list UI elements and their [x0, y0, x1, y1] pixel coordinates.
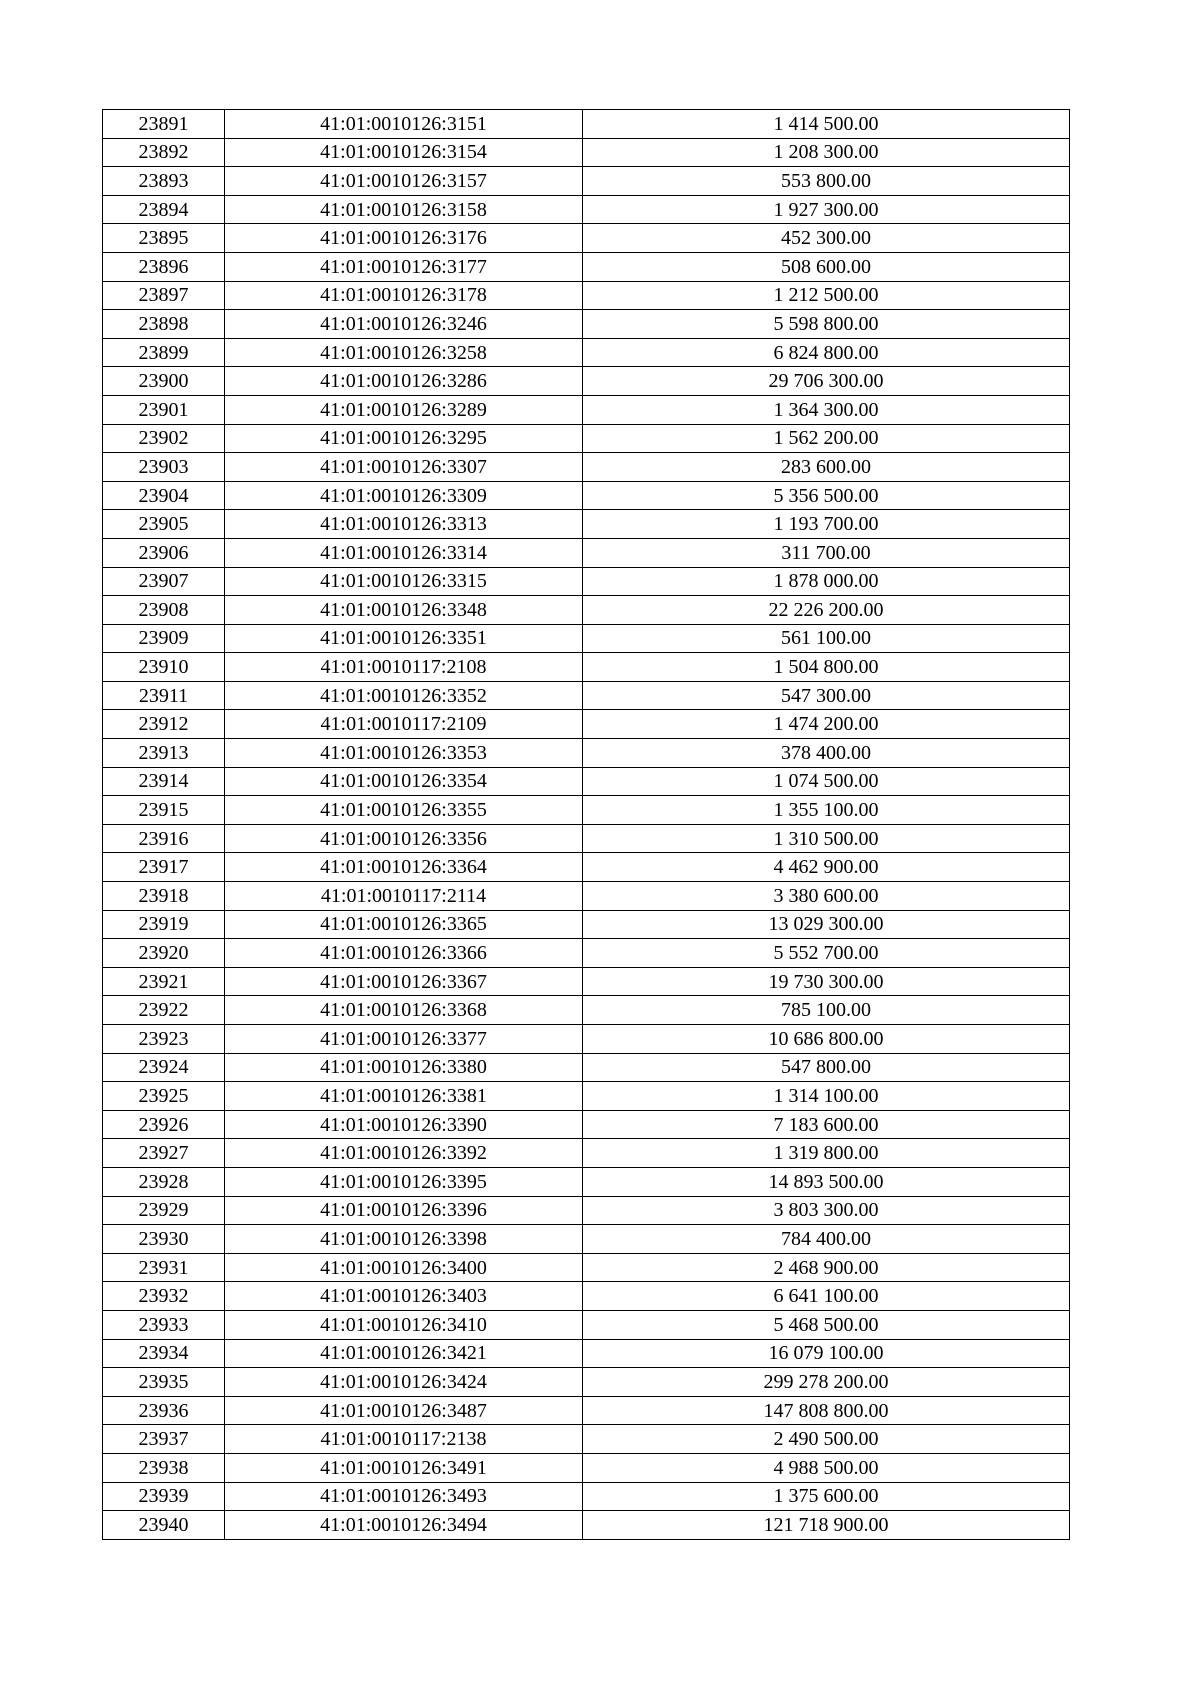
row-number-cell: 23911 — [103, 681, 225, 710]
cadastral-value-table — [102, 109, 1070, 1540]
cadastral-value-cell: 1 414 500.00 — [583, 110, 1070, 139]
table-row — [103, 1396, 1070, 1425]
row-number-cell: 23931 — [103, 1253, 225, 1282]
cadastral-number-cell: 41:01:0010126:3157 — [225, 167, 583, 196]
cadastral-value-cell: 5 356 500.00 — [583, 481, 1070, 510]
table-row — [103, 1082, 1070, 1111]
table-row — [103, 624, 1070, 653]
cadastral-value-cell: 785 100.00 — [583, 996, 1070, 1025]
cadastral-value-cell: 1 208 300.00 — [583, 138, 1070, 167]
cadastral-value-cell: 5 598 800.00 — [583, 310, 1070, 339]
cadastral-value-cell: 4 988 500.00 — [583, 1453, 1070, 1482]
cadastral-number-cell: 41:01:0010126:3177 — [225, 252, 583, 281]
row-number-cell: 23919 — [103, 910, 225, 939]
table-row — [103, 967, 1070, 996]
table-row — [103, 252, 1070, 281]
row-number-cell: 23907 — [103, 567, 225, 596]
table-row — [103, 1196, 1070, 1225]
cadastral-value-cell: 7 183 600.00 — [583, 1110, 1070, 1139]
cadastral-number-cell: 41:01:0010126:3410 — [225, 1310, 583, 1339]
cadastral-number-cell: 41:01:0010126:3493 — [225, 1482, 583, 1511]
cadastral-value-cell: 1 364 300.00 — [583, 395, 1070, 424]
row-number-cell: 23913 — [103, 739, 225, 768]
table-row — [103, 1368, 1070, 1397]
cadastral-number-cell: 41:01:0010126:3158 — [225, 195, 583, 224]
cadastral-number-cell: 41:01:0010126:3356 — [225, 824, 583, 853]
row-number-cell: 23939 — [103, 1482, 225, 1511]
row-number-cell: 23918 — [103, 882, 225, 911]
cadastral-number-cell: 41:01:0010126:3353 — [225, 739, 583, 768]
cadastral-value-cell: 1 375 600.00 — [583, 1482, 1070, 1511]
table-row — [103, 310, 1070, 339]
cadastral-number-cell: 41:01:0010126:3351 — [225, 624, 583, 653]
table-row — [103, 367, 1070, 396]
row-number-cell: 23937 — [103, 1425, 225, 1454]
cadastral-number-cell: 41:01:0010126:3381 — [225, 1082, 583, 1111]
table-row — [103, 481, 1070, 510]
table-row — [103, 1282, 1070, 1311]
cadastral-number-cell: 41:01:0010126:3309 — [225, 481, 583, 510]
cadastral-value-cell: 1 927 300.00 — [583, 195, 1070, 224]
cadastral-number-cell: 41:01:0010126:3396 — [225, 1196, 583, 1225]
cadastral-value-cell: 1 074 500.00 — [583, 767, 1070, 796]
table-row — [103, 653, 1070, 682]
cadastral-value-cell: 311 700.00 — [583, 538, 1070, 567]
row-number-cell: 23933 — [103, 1310, 225, 1339]
table-row — [103, 681, 1070, 710]
row-number-cell: 23921 — [103, 967, 225, 996]
cadastral-value-cell: 121 718 900.00 — [583, 1511, 1070, 1540]
row-number-cell: 23899 — [103, 338, 225, 367]
cadastral-value-cell: 378 400.00 — [583, 739, 1070, 768]
table-row — [103, 1425, 1070, 1454]
table-row — [103, 767, 1070, 796]
cadastral-value-cell: 2 468 900.00 — [583, 1253, 1070, 1282]
cadastral-value-cell: 147 808 800.00 — [583, 1396, 1070, 1425]
cadastral-number-cell: 41:01:0010126:3400 — [225, 1253, 583, 1282]
row-number-cell: 23920 — [103, 939, 225, 968]
row-number-cell: 23909 — [103, 624, 225, 653]
table-row — [103, 882, 1070, 911]
table-row — [103, 824, 1070, 853]
row-number-cell: 23895 — [103, 224, 225, 253]
row-number-cell: 23905 — [103, 510, 225, 539]
row-number-cell: 23930 — [103, 1225, 225, 1254]
row-number-cell: 23940 — [103, 1511, 225, 1540]
row-number-cell: 23934 — [103, 1339, 225, 1368]
cadastral-value-cell: 1 562 200.00 — [583, 424, 1070, 453]
row-number-cell: 23924 — [103, 1053, 225, 1082]
cadastral-value-cell: 10 686 800.00 — [583, 1025, 1070, 1054]
table-row — [103, 1225, 1070, 1254]
cadastral-number-cell: 41:01:0010126:3364 — [225, 853, 583, 882]
table-row — [103, 596, 1070, 625]
row-number-cell: 23900 — [103, 367, 225, 396]
table-row — [103, 1511, 1070, 1540]
cadastral-value-cell: 547 300.00 — [583, 681, 1070, 710]
table-row — [103, 1453, 1070, 1482]
row-number-cell: 23923 — [103, 1025, 225, 1054]
table-row — [103, 796, 1070, 825]
cadastral-value-cell: 299 278 200.00 — [583, 1368, 1070, 1397]
cadastral-value-cell: 16 079 100.00 — [583, 1339, 1070, 1368]
row-number-cell: 23903 — [103, 453, 225, 482]
table-row — [103, 996, 1070, 1025]
cadastral-value-cell: 14 893 500.00 — [583, 1167, 1070, 1196]
row-number-cell: 23928 — [103, 1167, 225, 1196]
table-row — [103, 138, 1070, 167]
table-row — [103, 110, 1070, 139]
cadastral-number-cell: 41:01:0010126:3421 — [225, 1339, 583, 1368]
cadastral-number-cell: 41:01:0010126:3377 — [225, 1025, 583, 1054]
table-row — [103, 281, 1070, 310]
cadastral-number-cell: 41:01:0010126:3154 — [225, 138, 583, 167]
table-row — [103, 224, 1070, 253]
cadastral-number-cell: 41:01:0010126:3307 — [225, 453, 583, 482]
cadastral-value-cell: 2 490 500.00 — [583, 1425, 1070, 1454]
cadastral-value-cell: 5 552 700.00 — [583, 939, 1070, 968]
table-row — [103, 1053, 1070, 1082]
row-number-cell: 23917 — [103, 853, 225, 882]
cadastral-value-cell: 547 800.00 — [583, 1053, 1070, 1082]
row-number-cell: 23915 — [103, 796, 225, 825]
cadastral-number-cell: 41:01:0010126:3151 — [225, 110, 583, 139]
table-row — [103, 453, 1070, 482]
cadastral-number-cell: 41:01:0010126:3487 — [225, 1396, 583, 1425]
cadastral-value-cell: 6 824 800.00 — [583, 338, 1070, 367]
row-number-cell: 23936 — [103, 1396, 225, 1425]
cadastral-value-cell: 561 100.00 — [583, 624, 1070, 653]
cadastral-number-cell: 41:01:0010126:3289 — [225, 395, 583, 424]
table-row — [103, 853, 1070, 882]
cadastral-value-cell: 784 400.00 — [583, 1225, 1070, 1254]
cadastral-value-cell: 29 706 300.00 — [583, 367, 1070, 396]
cadastral-number-cell: 41:01:0010126:3355 — [225, 796, 583, 825]
row-number-cell: 23894 — [103, 195, 225, 224]
cadastral-number-cell: 41:01:0010126:3365 — [225, 910, 583, 939]
cadastral-value-cell: 1 878 000.00 — [583, 567, 1070, 596]
cadastral-number-cell: 41:01:0010126:3424 — [225, 1368, 583, 1397]
cadastral-value-cell: 6 641 100.00 — [583, 1282, 1070, 1311]
cadastral-number-cell: 41:01:0010126:3366 — [225, 939, 583, 968]
cadastral-number-cell: 41:01:0010126:3178 — [225, 281, 583, 310]
cadastral-value-cell: 1 474 200.00 — [583, 710, 1070, 739]
row-number-cell: 23935 — [103, 1368, 225, 1397]
table-row — [103, 1339, 1070, 1368]
cadastral-value-cell: 1 310 500.00 — [583, 824, 1070, 853]
row-number-cell: 23914 — [103, 767, 225, 796]
cadastral-number-cell: 41:01:0010126:3315 — [225, 567, 583, 596]
cadastral-number-cell: 41:01:0010126:3398 — [225, 1225, 583, 1254]
table-row — [103, 1310, 1070, 1339]
row-number-cell: 23906 — [103, 538, 225, 567]
table-row — [103, 739, 1070, 768]
table-row — [103, 1482, 1070, 1511]
row-number-cell: 23927 — [103, 1139, 225, 1168]
cadastral-number-cell: 41:01:0010126:3354 — [225, 767, 583, 796]
table-row — [103, 1025, 1070, 1054]
cadastral-number-cell: 41:01:0010126:3258 — [225, 338, 583, 367]
cadastral-number-cell: 41:01:0010126:3286 — [225, 367, 583, 396]
table-row — [103, 1139, 1070, 1168]
cadastral-number-cell: 41:01:0010126:3392 — [225, 1139, 583, 1168]
cadastral-number-cell: 41:01:0010126:3403 — [225, 1282, 583, 1311]
row-number-cell: 23922 — [103, 996, 225, 1025]
table-row — [103, 395, 1070, 424]
row-number-cell: 23932 — [103, 1282, 225, 1311]
row-number-cell: 23925 — [103, 1082, 225, 1111]
row-number-cell: 23892 — [103, 138, 225, 167]
row-number-cell: 23893 — [103, 167, 225, 196]
row-number-cell: 23901 — [103, 395, 225, 424]
row-number-cell: 23891 — [103, 110, 225, 139]
cadastral-number-cell: 41:01:0010126:3314 — [225, 538, 583, 567]
row-number-cell: 23926 — [103, 1110, 225, 1139]
cadastral-number-cell: 41:01:0010117:2108 — [225, 653, 583, 682]
cadastral-number-cell: 41:01:0010126:3246 — [225, 310, 583, 339]
cadastral-number-cell: 41:01:0010126:3368 — [225, 996, 583, 1025]
row-number-cell: 23938 — [103, 1453, 225, 1482]
cadastral-number-cell: 41:01:0010126:3348 — [225, 596, 583, 625]
cadastral-value-cell: 19 730 300.00 — [583, 967, 1070, 996]
cadastral-number-cell: 41:01:0010126:3491 — [225, 1453, 583, 1482]
table-row — [103, 538, 1070, 567]
cadastral-value-cell: 1 212 500.00 — [583, 281, 1070, 310]
row-number-cell: 23912 — [103, 710, 225, 739]
table-row — [103, 710, 1070, 739]
cadastral-value-cell: 3 803 300.00 — [583, 1196, 1070, 1225]
table-row — [103, 939, 1070, 968]
cadastral-number-cell: 41:01:0010126:3176 — [225, 224, 583, 253]
row-number-cell: 23897 — [103, 281, 225, 310]
cadastral-number-cell: 41:01:0010126:3395 — [225, 1167, 583, 1196]
table-row — [103, 424, 1070, 453]
row-number-cell: 23929 — [103, 1196, 225, 1225]
table-row — [103, 338, 1070, 367]
cadastral-value-cell: 452 300.00 — [583, 224, 1070, 253]
cadastral-value-cell: 5 468 500.00 — [583, 1310, 1070, 1339]
table-row — [103, 1110, 1070, 1139]
cadastral-value-cell: 283 600.00 — [583, 453, 1070, 482]
table-row — [103, 510, 1070, 539]
row-number-cell: 23896 — [103, 252, 225, 281]
cadastral-value-cell: 13 029 300.00 — [583, 910, 1070, 939]
cadastral-number-cell: 41:01:0010126:3380 — [225, 1053, 583, 1082]
cadastral-value-cell: 1 504 800.00 — [583, 653, 1070, 682]
cadastral-value-cell: 553 800.00 — [583, 167, 1070, 196]
row-number-cell: 23904 — [103, 481, 225, 510]
table-row — [103, 195, 1070, 224]
cadastral-value-cell: 22 226 200.00 — [583, 596, 1070, 625]
table-body — [103, 110, 1070, 1540]
cadastral-number-cell: 41:01:0010126:3367 — [225, 967, 583, 996]
table-row — [103, 1253, 1070, 1282]
cadastral-value-cell: 4 462 900.00 — [583, 853, 1070, 882]
cadastral-number-cell: 41:01:0010126:3352 — [225, 681, 583, 710]
cadastral-value-cell: 1 319 800.00 — [583, 1139, 1070, 1168]
row-number-cell: 23910 — [103, 653, 225, 682]
row-number-cell: 23902 — [103, 424, 225, 453]
cadastral-value-cell: 1 314 100.00 — [583, 1082, 1070, 1111]
cadastral-number-cell: 41:01:0010126:3295 — [225, 424, 583, 453]
row-number-cell: 23898 — [103, 310, 225, 339]
row-number-cell: 23916 — [103, 824, 225, 853]
cadastral-value-cell: 3 380 600.00 — [583, 882, 1070, 911]
table-row — [103, 567, 1070, 596]
cadastral-number-cell: 41:01:0010126:3390 — [225, 1110, 583, 1139]
table-row — [103, 167, 1070, 196]
cadastral-number-cell: 41:01:0010126:3313 — [225, 510, 583, 539]
cadastral-number-cell: 41:01:0010126:3494 — [225, 1511, 583, 1540]
table-row — [103, 910, 1070, 939]
cadastral-value-cell: 1 193 700.00 — [583, 510, 1070, 539]
cadastral-number-cell: 41:01:0010117:2109 — [225, 710, 583, 739]
cadastral-value-cell: 508 600.00 — [583, 252, 1070, 281]
row-number-cell: 23908 — [103, 596, 225, 625]
table-row — [103, 1167, 1070, 1196]
cadastral-value-cell: 1 355 100.00 — [583, 796, 1070, 825]
cadastral-number-cell: 41:01:0010117:2138 — [225, 1425, 583, 1454]
cadastral-number-cell: 41:01:0010117:2114 — [225, 882, 583, 911]
